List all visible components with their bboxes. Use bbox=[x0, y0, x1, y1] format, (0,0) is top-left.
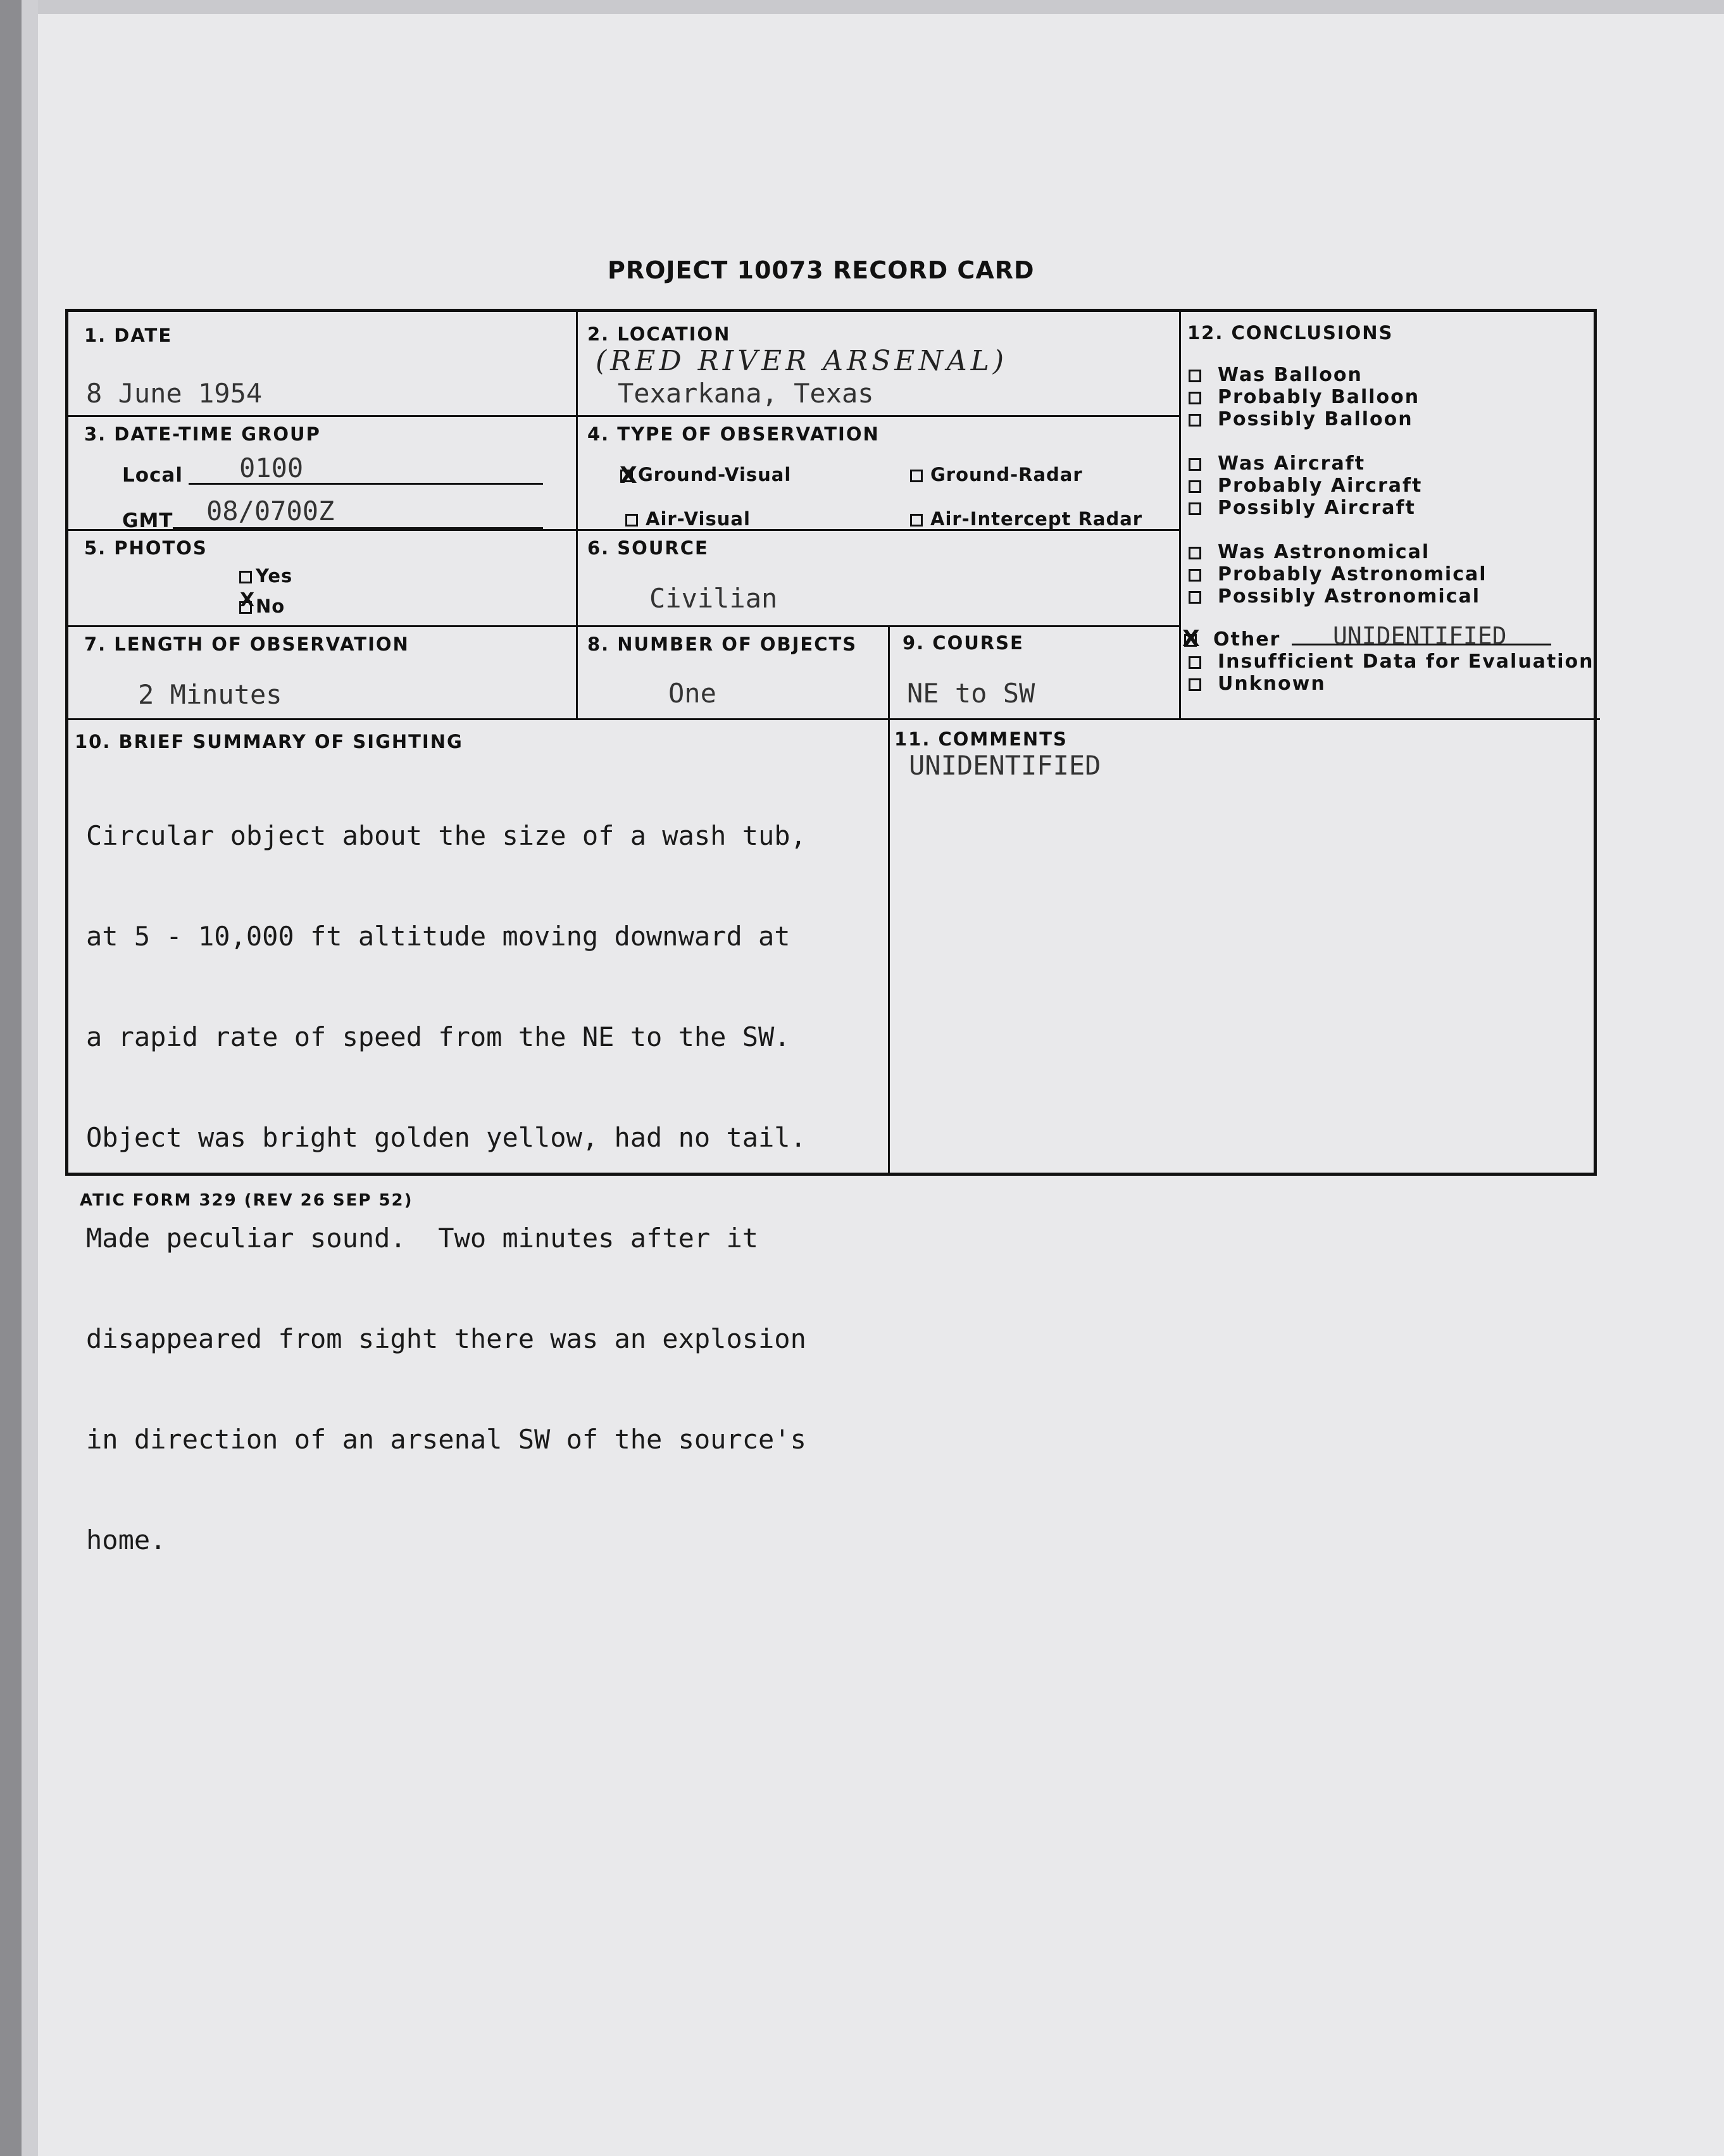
scan-top-edge bbox=[0, 0, 1724, 14]
photos-yes-checkbox bbox=[239, 571, 252, 583]
obs-air-visual bbox=[625, 508, 751, 530]
location-handwritten: (RED RIVER ARSENAL) bbox=[596, 345, 1008, 377]
was-aircraft-text: Was Aircraft bbox=[1218, 452, 1366, 475]
scan-left-shadow bbox=[22, 0, 38, 2156]
photos-no-x-mark: X bbox=[240, 589, 256, 611]
conclusion-possibly-astronomical bbox=[1189, 585, 1480, 608]
summary-line: at 5 - 10,000 ft altitude moving downward at bbox=[86, 921, 790, 952]
possibly-aircraft-text: Possibly Aircraft bbox=[1218, 497, 1416, 519]
conclusion-was-astronomical bbox=[1189, 541, 1430, 563]
obs-ground-radar bbox=[910, 464, 1083, 485]
summary-label: 10. BRIEF SUMMARY OF SIGHTING bbox=[75, 731, 463, 752]
summary-line: in direction of an arsenal SW of the source's bbox=[86, 1424, 806, 1455]
probably-balloon-checkbox bbox=[1189, 392, 1201, 404]
scan-left-edge bbox=[0, 0, 22, 2156]
other-x-mark: X bbox=[1182, 625, 1201, 652]
possibly-balloon-checkbox bbox=[1189, 414, 1201, 427]
was-astronomical-text: Was Astronomical bbox=[1218, 541, 1430, 563]
was-aircraft-checkbox bbox=[1189, 458, 1201, 471]
other-value: UNIDENTIFIED bbox=[1333, 622, 1507, 650]
obs-ground-visual bbox=[620, 463, 792, 489]
date-value: 8 June 1954 bbox=[86, 378, 263, 409]
possibly-astronomical-checkbox bbox=[1189, 591, 1201, 604]
card-title: PROJECT 10073 RECORD CARD bbox=[608, 256, 1035, 284]
summary-line: Circular object about the size of a wash tub, bbox=[86, 820, 806, 851]
conclusion-was-aircraft bbox=[1189, 452, 1365, 475]
datetime-group-label: 3. DATE-TIME GROUP bbox=[84, 423, 321, 445]
form-footer: ATIC FORM 329 (REV 26 SEP 52) bbox=[80, 1191, 413, 1210]
row-divider-1 bbox=[68, 415, 1179, 417]
gmt-underline bbox=[173, 527, 543, 529]
conclusion-other bbox=[1182, 625, 1281, 652]
local-value: 0100 bbox=[239, 452, 304, 483]
air-visual-text: Air-Visual bbox=[646, 508, 751, 530]
col-divider-3 bbox=[1179, 312, 1181, 718]
photos-label: 5. PHOTOS bbox=[84, 537, 208, 559]
length-value: 2 Minutes bbox=[138, 679, 282, 710]
row-divider-4 bbox=[68, 718, 1600, 720]
photos-no-text: No bbox=[256, 595, 285, 617]
ground-radar-checkbox bbox=[910, 470, 923, 482]
was-balloon-text: Was Balloon bbox=[1218, 364, 1363, 386]
ground-visual-text: Ground-Visual bbox=[638, 464, 792, 485]
insufficient-text: Insufficient Data for Evaluation bbox=[1218, 651, 1594, 673]
probably-aircraft-text: Probably Aircraft bbox=[1218, 475, 1423, 497]
summary-line: home. bbox=[86, 1524, 166, 1555]
source-value: Civilian bbox=[649, 583, 778, 614]
type-observation-label: 4. TYPE OF OBSERVATION bbox=[587, 423, 880, 445]
conclusion-unknown bbox=[1189, 673, 1326, 695]
gmt-label: GMT bbox=[122, 509, 173, 532]
probably-astronomical-text: Probably Astronomical bbox=[1218, 563, 1487, 585]
summary-line: a rapid rate of speed from the NE to the SW. bbox=[86, 1021, 790, 1052]
was-balloon-checkbox bbox=[1189, 370, 1201, 382]
possibly-balloon-text: Possibly Balloon bbox=[1218, 408, 1413, 430]
ground-radar-text: Ground-Radar bbox=[930, 464, 1083, 485]
other-text: Other bbox=[1213, 628, 1281, 651]
length-label: 7. LENGTH OF OBSERVATION bbox=[84, 633, 409, 655]
conclusion-probably-aircraft bbox=[1189, 475, 1422, 497]
gmt-value: 08/0700Z bbox=[206, 495, 335, 527]
probably-aircraft-checkbox bbox=[1189, 480, 1201, 493]
col-divider-2 bbox=[888, 625, 890, 718]
unknown-text: Unknown bbox=[1218, 673, 1326, 695]
comments-value: UNIDENTIFIED bbox=[909, 750, 1101, 781]
conclusion-possibly-aircraft bbox=[1189, 497, 1416, 519]
local-label: Local bbox=[122, 464, 183, 487]
source-label: 6. SOURCE bbox=[587, 537, 709, 559]
summary-text bbox=[86, 752, 871, 1590]
summary-line: Made peculiar sound. Two minutes after it bbox=[86, 1223, 759, 1254]
number-objects-label: 8. NUMBER OF OBJECTS bbox=[587, 633, 858, 655]
photos-yes-text: Yes bbox=[256, 565, 293, 587]
conclusion-was-balloon bbox=[1189, 364, 1363, 386]
location-value: Texarkana, Texas bbox=[618, 378, 874, 409]
air-visual-checkbox bbox=[625, 514, 638, 527]
col-divider-1 bbox=[576, 312, 578, 718]
photos-no-checkbox bbox=[239, 589, 256, 614]
unknown-checkbox bbox=[1189, 678, 1201, 691]
course-value: NE to SW bbox=[907, 678, 1035, 709]
was-astronomical-checkbox bbox=[1189, 547, 1201, 559]
possibly-aircraft-checkbox bbox=[1189, 502, 1201, 515]
insufficient-checkbox bbox=[1189, 656, 1201, 669]
col-divider-4 bbox=[888, 718, 890, 1176]
ground-visual-x-mark: X bbox=[620, 463, 638, 489]
comments-label: 11. COMMENTS bbox=[894, 728, 1068, 750]
conclusion-insufficient bbox=[1189, 651, 1594, 673]
photos-yes bbox=[239, 565, 292, 587]
air-intercept-checkbox bbox=[910, 514, 923, 527]
summary-line: Object was bright golden yellow, had no tail. bbox=[86, 1122, 806, 1153]
obs-air-intercept-radar bbox=[910, 508, 1142, 530]
ground-visual-checkbox bbox=[620, 463, 638, 489]
row-divider-3 bbox=[68, 625, 1179, 627]
probably-balloon-text: Probably Balloon bbox=[1218, 386, 1420, 408]
course-label: 9. COURSE bbox=[903, 632, 1024, 654]
date-label: 1. DATE bbox=[84, 325, 173, 346]
conclusion-probably-balloon bbox=[1189, 386, 1420, 408]
summary-line: disappeared from sight there was an explosion bbox=[86, 1323, 806, 1354]
conclusion-possibly-balloon bbox=[1189, 408, 1413, 430]
conclusion-probably-astronomical bbox=[1189, 563, 1487, 585]
air-intercept-text: Air-Intercept Radar bbox=[930, 508, 1143, 530]
location-label: 2. LOCATION bbox=[587, 323, 731, 345]
probably-astronomical-checkbox bbox=[1189, 569, 1201, 582]
possibly-astronomical-text: Possibly Astronomical bbox=[1218, 585, 1480, 608]
photos-no bbox=[239, 589, 285, 617]
other-checkbox bbox=[1182, 625, 1201, 652]
conclusions-label: 12. CONCLUSIONS bbox=[1187, 322, 1394, 344]
number-objects-value: One bbox=[668, 678, 716, 709]
